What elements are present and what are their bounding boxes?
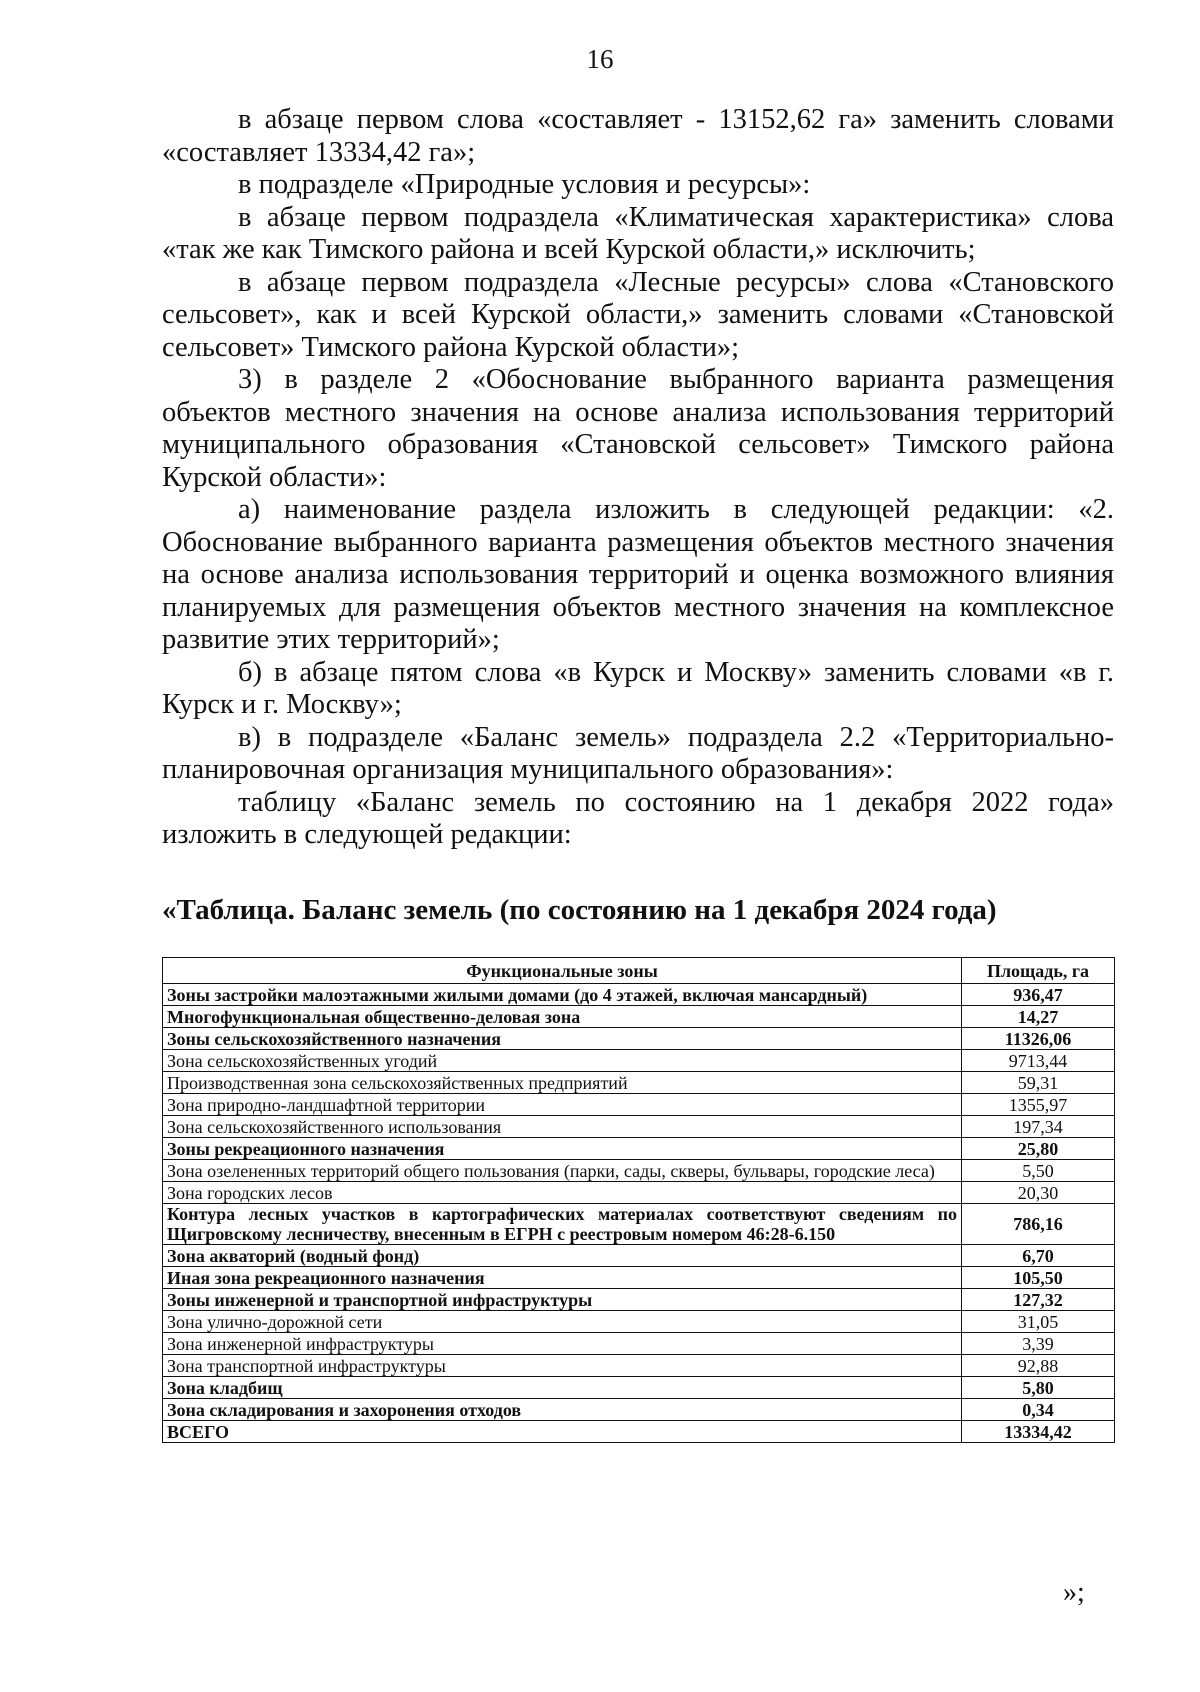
- land-balance-table: [162, 957, 1115, 1443]
- area-cell: 1355,97: [962, 1094, 1115, 1116]
- area-cell: 13334,42: [962, 1421, 1115, 1443]
- zone-name-cell: Зона сельскохозяйственных угодий: [163, 1050, 962, 1072]
- table-row: [163, 1050, 1115, 1072]
- paragraph: в абзаце первом подраздела «Климатическая характеристика» слова «так же как Тимского района и всей Курской области,» исключить;: [162, 201, 1114, 265]
- paragraph: а) наименование раздела изложить в следующей редакции: «2. Обоснование выбранного варианта размещения объектов местного значения на основе анализа использования территорий и оценка возможного влияния планируемых для размещения объектов местного значения на комплексное развитие этих территорий»;: [162, 494, 1114, 655]
- zone-name-cell: Зона улично-дорожной сети: [163, 1311, 962, 1333]
- area-cell: 5,50: [962, 1160, 1115, 1182]
- zone-name-cell: Производственная зона сельскохозяйственных предприятий: [163, 1072, 962, 1094]
- paragraph: в абзаце первом слова «составляет - 13152,62 га» заменить словами «составляет 13334,42 га»;: [162, 104, 1114, 168]
- area-cell: 936,47: [962, 984, 1115, 1006]
- area-cell: 3,39: [962, 1333, 1115, 1355]
- zone-name-cell: ВСЕГО: [163, 1421, 962, 1443]
- zone-name-cell: Зоны сельскохозяйственного назначения: [163, 1028, 962, 1050]
- zone-name-cell: Зона сельскохозяйственного использования: [163, 1116, 962, 1138]
- zone-name-cell: Зона городских лесов: [163, 1182, 962, 1204]
- area-cell: 9713,44: [962, 1050, 1115, 1072]
- table-row: [163, 1204, 1115, 1245]
- zone-name-cell: Зона инженерной инфраструктуры: [163, 1333, 962, 1355]
- table-row: [163, 1116, 1115, 1138]
- paragraph: таблицу «Баланс земель по состоянию на 1 декабря 2022 года» изложить в следующей редакции:: [162, 786, 1114, 850]
- area-cell: 20,30: [962, 1182, 1115, 1204]
- zone-name-cell: Зоны рекреационного назначения: [163, 1138, 962, 1160]
- table-row: [163, 1245, 1115, 1267]
- zone-name-cell: Зона озелененных территорий общего пользования (парки, сады, скверы, бульвары, городские леса): [163, 1160, 962, 1182]
- table-row: [163, 1289, 1115, 1311]
- table-row: [163, 1006, 1115, 1028]
- table-title: «Таблица. Баланс земель (по состоянию на 1 декабря 2024 года): [162, 894, 997, 926]
- paragraph: 3) в разделе 2 «Обоснование выбранного варианта размещения объектов местного значения на основе анализа использования территорий муниципального образования «Становской сельсовет» Тимского района Курской области»:: [162, 364, 1114, 493]
- zone-name-cell: Зона природно-ландшафтной территории: [163, 1094, 962, 1116]
- area-cell: 11326,06: [962, 1028, 1115, 1050]
- paragraph: в абзаце первом подраздела «Лесные ресурсы» слова «Становского сельсовет», как и всей Курской области,» заменить словами «Становской сельсовет» Тимского района Курской области»;: [162, 266, 1114, 363]
- area-cell: 14,27: [962, 1006, 1115, 1028]
- zone-name-cell: Зона транспортной инфраструктуры: [163, 1355, 962, 1377]
- table-row: [163, 1028, 1115, 1050]
- table-row: [163, 984, 1115, 1006]
- table-header-row: [163, 958, 1115, 984]
- paragraph: в) в подразделе «Баланс земель» подраздела 2.2 «Территориально-планировочная организация муниципального образования»:: [162, 721, 1114, 785]
- area-cell: 25,80: [962, 1138, 1115, 1160]
- amendment-text: [162, 104, 1114, 852]
- zone-name-cell: Зона кладбищ: [163, 1377, 962, 1399]
- table-row: [163, 1072, 1115, 1094]
- table-body: [163, 984, 1115, 1443]
- zone-name-cell: Иная зона рекреационного назначения: [163, 1267, 962, 1289]
- table-row: [163, 1160, 1115, 1182]
- zone-name-cell: Зона складирования и захоронения отходов: [163, 1399, 962, 1421]
- area-cell: 5,80: [962, 1377, 1115, 1399]
- area-cell: 0,34: [962, 1399, 1115, 1421]
- table-row: [163, 1311, 1115, 1333]
- table-row: [163, 1333, 1115, 1355]
- closing-quote: »;: [1063, 1577, 1085, 1608]
- table-row: [163, 1421, 1115, 1443]
- area-cell: 31,05: [962, 1311, 1115, 1333]
- area-cell: 105,50: [962, 1267, 1115, 1289]
- zone-name-cell: Зона акваторий (водный фонд): [163, 1245, 962, 1267]
- header-area: Площадь, га: [962, 958, 1115, 984]
- area-cell: 786,16: [962, 1204, 1115, 1245]
- area-cell: 127,32: [962, 1289, 1115, 1311]
- table-row: [163, 1377, 1115, 1399]
- area-cell: 92,88: [962, 1355, 1115, 1377]
- table-row: [163, 1094, 1115, 1116]
- paragraph: в подразделе «Природные условия и ресурсы»:: [238, 169, 811, 200]
- paragraph: б) в абзаце пятом слова «в Курск и Москву» заменить словами «в г. Курск и г. Москву»;: [162, 656, 1114, 720]
- area-cell: 197,34: [962, 1116, 1115, 1138]
- zone-name-cell: Многофункциональная общественно-деловая зона: [163, 1006, 962, 1028]
- table-row: [163, 1399, 1115, 1421]
- table-row: [163, 1182, 1115, 1204]
- zone-name-cell: Контура лесных участков в картографических материалах соответствуют сведениям по Щигровскому лесничеству, внесенным в ЕГРН с реестровым номером 46:28-6.150: [163, 1204, 962, 1245]
- area-cell: 59,31: [962, 1072, 1115, 1094]
- zone-name-cell: Зоны инженерной и транспортной инфраструктуры: [163, 1289, 962, 1311]
- zone-name-cell: Зоны застройки малоэтажными жилыми домами (до 4 этажей, включая мансардный): [163, 984, 962, 1006]
- area-cell: 6,70: [962, 1245, 1115, 1267]
- header-zones: Функциональные зоны: [163, 958, 962, 984]
- table-row: [163, 1355, 1115, 1377]
- table-row: [163, 1138, 1115, 1160]
- table-row: [163, 1267, 1115, 1289]
- page-number: 16: [586, 44, 614, 74]
